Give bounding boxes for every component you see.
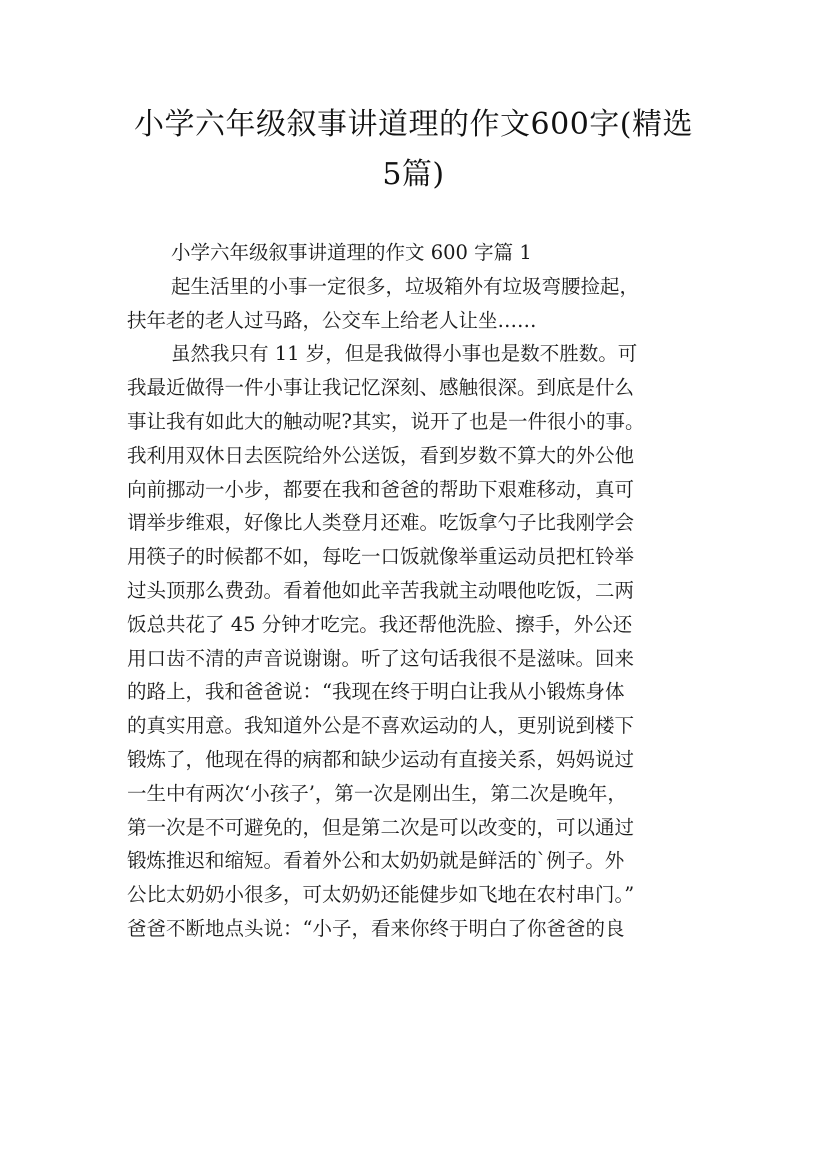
text-line: 爸爸不断地点头说：“小子，看来你终于明白了你爸爸的良: [127, 916, 625, 940]
text-line: 谓举步维艰，好像比人类登月还难。吃饭拿勺子比我刚学会: [127, 511, 635, 535]
text-line: 的真实用意。我知道外公是不喜欢运动的人，更别说到楼下: [127, 714, 635, 738]
text-line: 扶年老的老人过马路，公交车上给老人让坐……: [127, 308, 537, 332]
text-line: 我利用双休日去医院给外公送饭，看到岁数不算大的外公他: [127, 443, 635, 467]
text-line: 锻炼推迟和缩短。看着外公和太奶奶就是鲜活的`例子。外: [127, 849, 625, 873]
text-line: 用筷子的时候都不如，每吃一口饭就像举重运动员把杠铃举: [127, 545, 635, 569]
document-title: [100, 100, 727, 200]
text-line: 虽然我只有 11 岁，但是我做得小事也是数不胜数。可: [171, 342, 638, 366]
text-line: 公比太奶奶小很多，可太奶奶还能健步如飞地在农村串门。”: [127, 883, 635, 907]
title-line-1: 小学六年级叙事讲道理的作文600字(精选: [134, 107, 693, 142]
text-line: 第一次是不可避免的，但是第二次是可以改变的，可以通过: [127, 815, 635, 839]
title-line-2: 5篇): [382, 157, 445, 192]
text-line: 向前挪动一小步，都要在我和爸爸的帮助下艰难移动，真可: [127, 477, 635, 501]
text-line: 小学六年级叙事讲道理的作文 600 字篇 1: [171, 241, 532, 264]
text-line: 饭总共花了 45 分钟才吃完。我还帮他洗脸、擦手，外公还: [127, 612, 633, 636]
text-line: 过头顶那么费劲。看着他如此辛苦我就主动喂他吃饭，二两: [127, 578, 635, 602]
text-line: 用口齿不清的声音说谢谢。听了这句话我很不是滋味。回来: [127, 646, 635, 670]
text-line: 起生活里的小事一定很多，垃圾箱外有垃圾弯腰捡起，: [171, 274, 640, 298]
text-line: 事让我有如此大的触动呢?其实，说开了也是一件很小的事。: [127, 409, 645, 433]
text-line: 锻炼了，他现在得的病都和缺少运动有直接关系，妈妈说过: [127, 747, 635, 771]
text-line: 我最近做得一件小事让我记忆深刻、感触很深。到底是什么: [127, 376, 635, 400]
document-body: [127, 236, 717, 946]
text-line: 的路上，我和爸爸说：“我现在终于明白让我从小锻炼身体: [127, 680, 625, 704]
text-line: 一生中有两次‘小孩子’，第一次是刚出生，第二次是晚年，: [127, 781, 627, 805]
